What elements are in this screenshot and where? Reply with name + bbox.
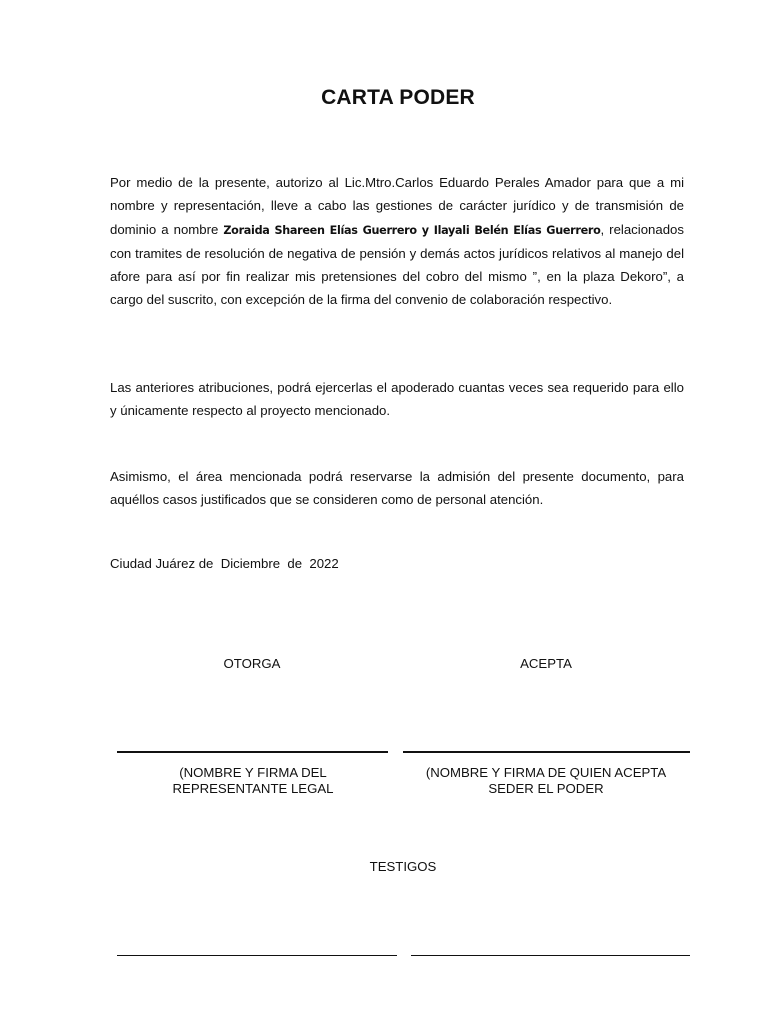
acepta-label: ACEPTA [520, 656, 572, 671]
acepta-signature-caption [404, 765, 688, 797]
paragraph-attributions: Las anteriores atribuciones, podrá ejercerlas el apoderado cuantas veces sea requerido para ello y únicamente respecto al proyecto mencionado. [110, 380, 684, 419]
document-title: CARTA PODER [321, 86, 475, 109]
paragraph-admission: Asimismo, el área mencionada podrá reservarse la admisión del presente documento, para aquéllos casos justificados que se consideren como de personal atención. [110, 469, 684, 508]
paragraph-authorization-intro: Por medio de la presente, autorizo al Lic.Mtro.Carlos Eduardo Perales Amador para que a mi nombre y representación, lleve a cabo las gestiones de carácter jurídico y de transmisión de dominio a nombre [110, 175, 684, 237]
paragraph-authorization [110, 171, 684, 312]
acepta-caption-line-1: (NOMBRE Y FIRMA DE QUIEN ACEPTA [425, 765, 667, 780]
testigos-label: TESTIGOS [369, 859, 437, 874]
otorga-caption-line-1: (NOMBRE Y FIRMA DEL [179, 765, 327, 780]
acepta-caption-line-2: SEDER EL PODER [488, 781, 604, 796]
otorga-signature-caption [133, 765, 373, 797]
date-line: Ciudad Juárez de Diciembre de 2022 [110, 556, 339, 571]
otorga-signature-line [117, 751, 388, 753]
names-connector: y [416, 223, 434, 237]
witness-1-signature-line [117, 955, 397, 956]
otorga-caption-line-2: REPRESENTANTE LEGAL [172, 781, 334, 796]
acepta-signature-line [403, 751, 690, 753]
paragraph-authorization-rest: , relacionados con tramites de resolución de negativa de pensión y demás actos jurídicos relativos al manejo del afore para así por fin realizar mis pretensiones del cobro del mismo ”, en la plaza Dekoro”, a cargo del suscrito, con excepción de la firma del convenio de colaboración respectivo. [110, 221, 684, 308]
witness-2-signature-line [411, 955, 690, 956]
beneficiary-name-1: Zoraida Shareen Elías Guerrero [223, 223, 417, 237]
beneficiary-name-2: Ilayali Belén Elías Guerrero [433, 223, 601, 237]
otorga-label: OTORGA [223, 656, 281, 671]
